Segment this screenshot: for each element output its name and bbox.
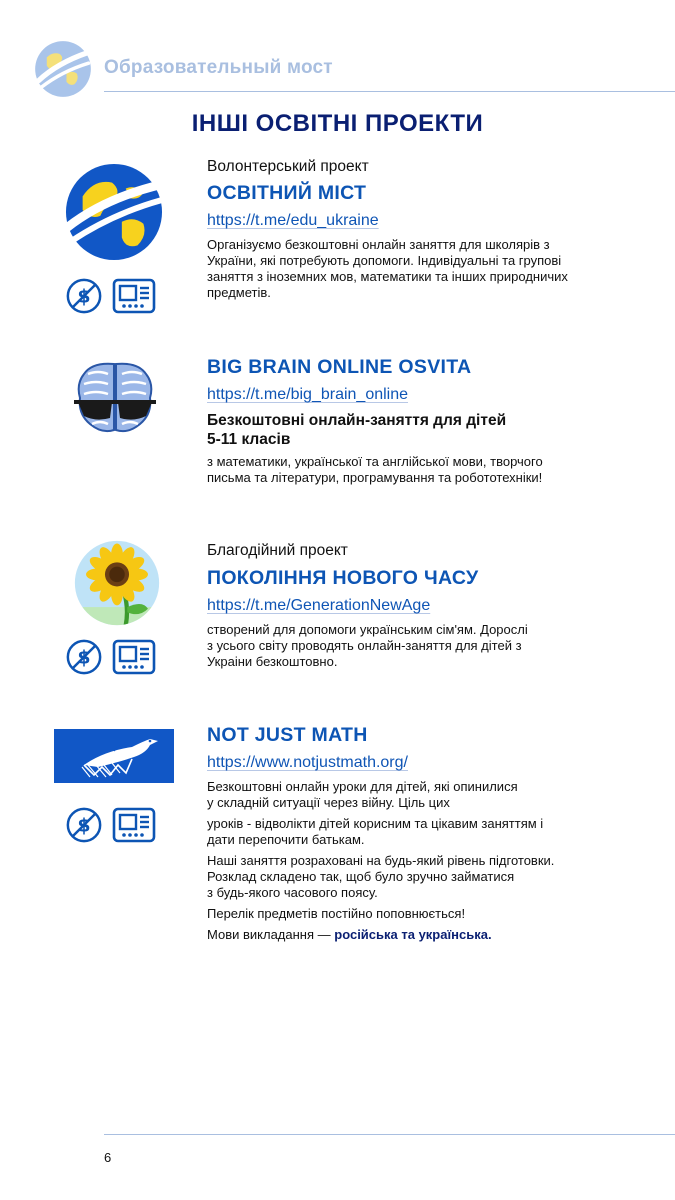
project-name: BIG BRAIN ONLINE OSVITA [207, 356, 472, 378]
header-divider [104, 91, 675, 92]
project-subheading: Безкоштовні онлайн-заняття для дітей 5-11 класів [207, 412, 507, 448]
project-link[interactable]: https://www.notjustmath.org/ [207, 754, 408, 771]
project-description: Організуємо безкоштовні онлайн заняття для школярів з України, які потребують допомоги. Індивідуальні та групові заняття з іноземних мов, математики та інших природничих предметів. [207, 237, 568, 300]
footer-divider [104, 1134, 675, 1135]
project-description: з математики, української та англійської мови, творчого письма та літератури, програмування та робототехніки! [207, 454, 543, 485]
project-name: NOT JUST MATH [207, 724, 368, 746]
online-screen-icon [112, 278, 156, 314]
project-link[interactable]: https://t.me/big_brain_online [207, 386, 409, 403]
project-link[interactable]: https://t.me/GenerationNewAge [207, 597, 431, 614]
no-money-icon [65, 277, 103, 315]
project-link[interactable]: https://t.me/edu_ukraine [207, 212, 379, 229]
project-pretitle: Волонтерський проект [207, 158, 369, 175]
online-screen-icon [112, 807, 156, 843]
svg-text:$: $ [77, 646, 91, 669]
project-name: ОСВІТНИЙ МІСТ [207, 182, 367, 204]
section-title: ІНШІ ОСВІТНІ ПРОЕКТИ [191, 110, 484, 137]
header-globe-logo-icon [34, 40, 92, 98]
page-number: 6 [104, 1150, 112, 1165]
no-money-icon [65, 638, 103, 676]
sunflower-logo-icon [74, 540, 160, 626]
project-description: створений для допомоги українським сім'ям. Дорослі з усього світу проводять онлайн-заняття для дітей з Украіни безкоштовно. [207, 622, 528, 669]
svg-text:$: $ [77, 285, 91, 308]
project-pretitle: Благодійний проект [207, 542, 348, 559]
no-money-icon [65, 806, 103, 844]
teaching-languages: Мови викладання — російська та українська. [207, 927, 492, 942]
project-name: ПОКОЛІННЯ НОВОГО ЧАСУ [207, 567, 479, 589]
svg-text:$: $ [77, 814, 91, 837]
project-description: Безкоштовні онлайн уроки для дітей, які опинилися у складній ситуації через війну. Ціль цих уроків - відволікти дітей корисним та цікавим заняттям і дати перепочити батькам. Наші заняття розраховані на будь-який рівень підготовки. Розклад складено так, щоб було зручно займатися з будь-якого часового поясу. Перелік предметів постійно поповнюється! Мови викладання — російська та українська. [207, 779, 555, 942]
big-brain-sunglasses-logo-icon [74, 360, 156, 436]
bird-book-logo-icon [54, 729, 174, 783]
header-title: Образовательный мост [104, 57, 333, 78]
online-screen-icon [112, 639, 156, 675]
osvitnii-mist-globe-logo-icon [65, 163, 163, 261]
